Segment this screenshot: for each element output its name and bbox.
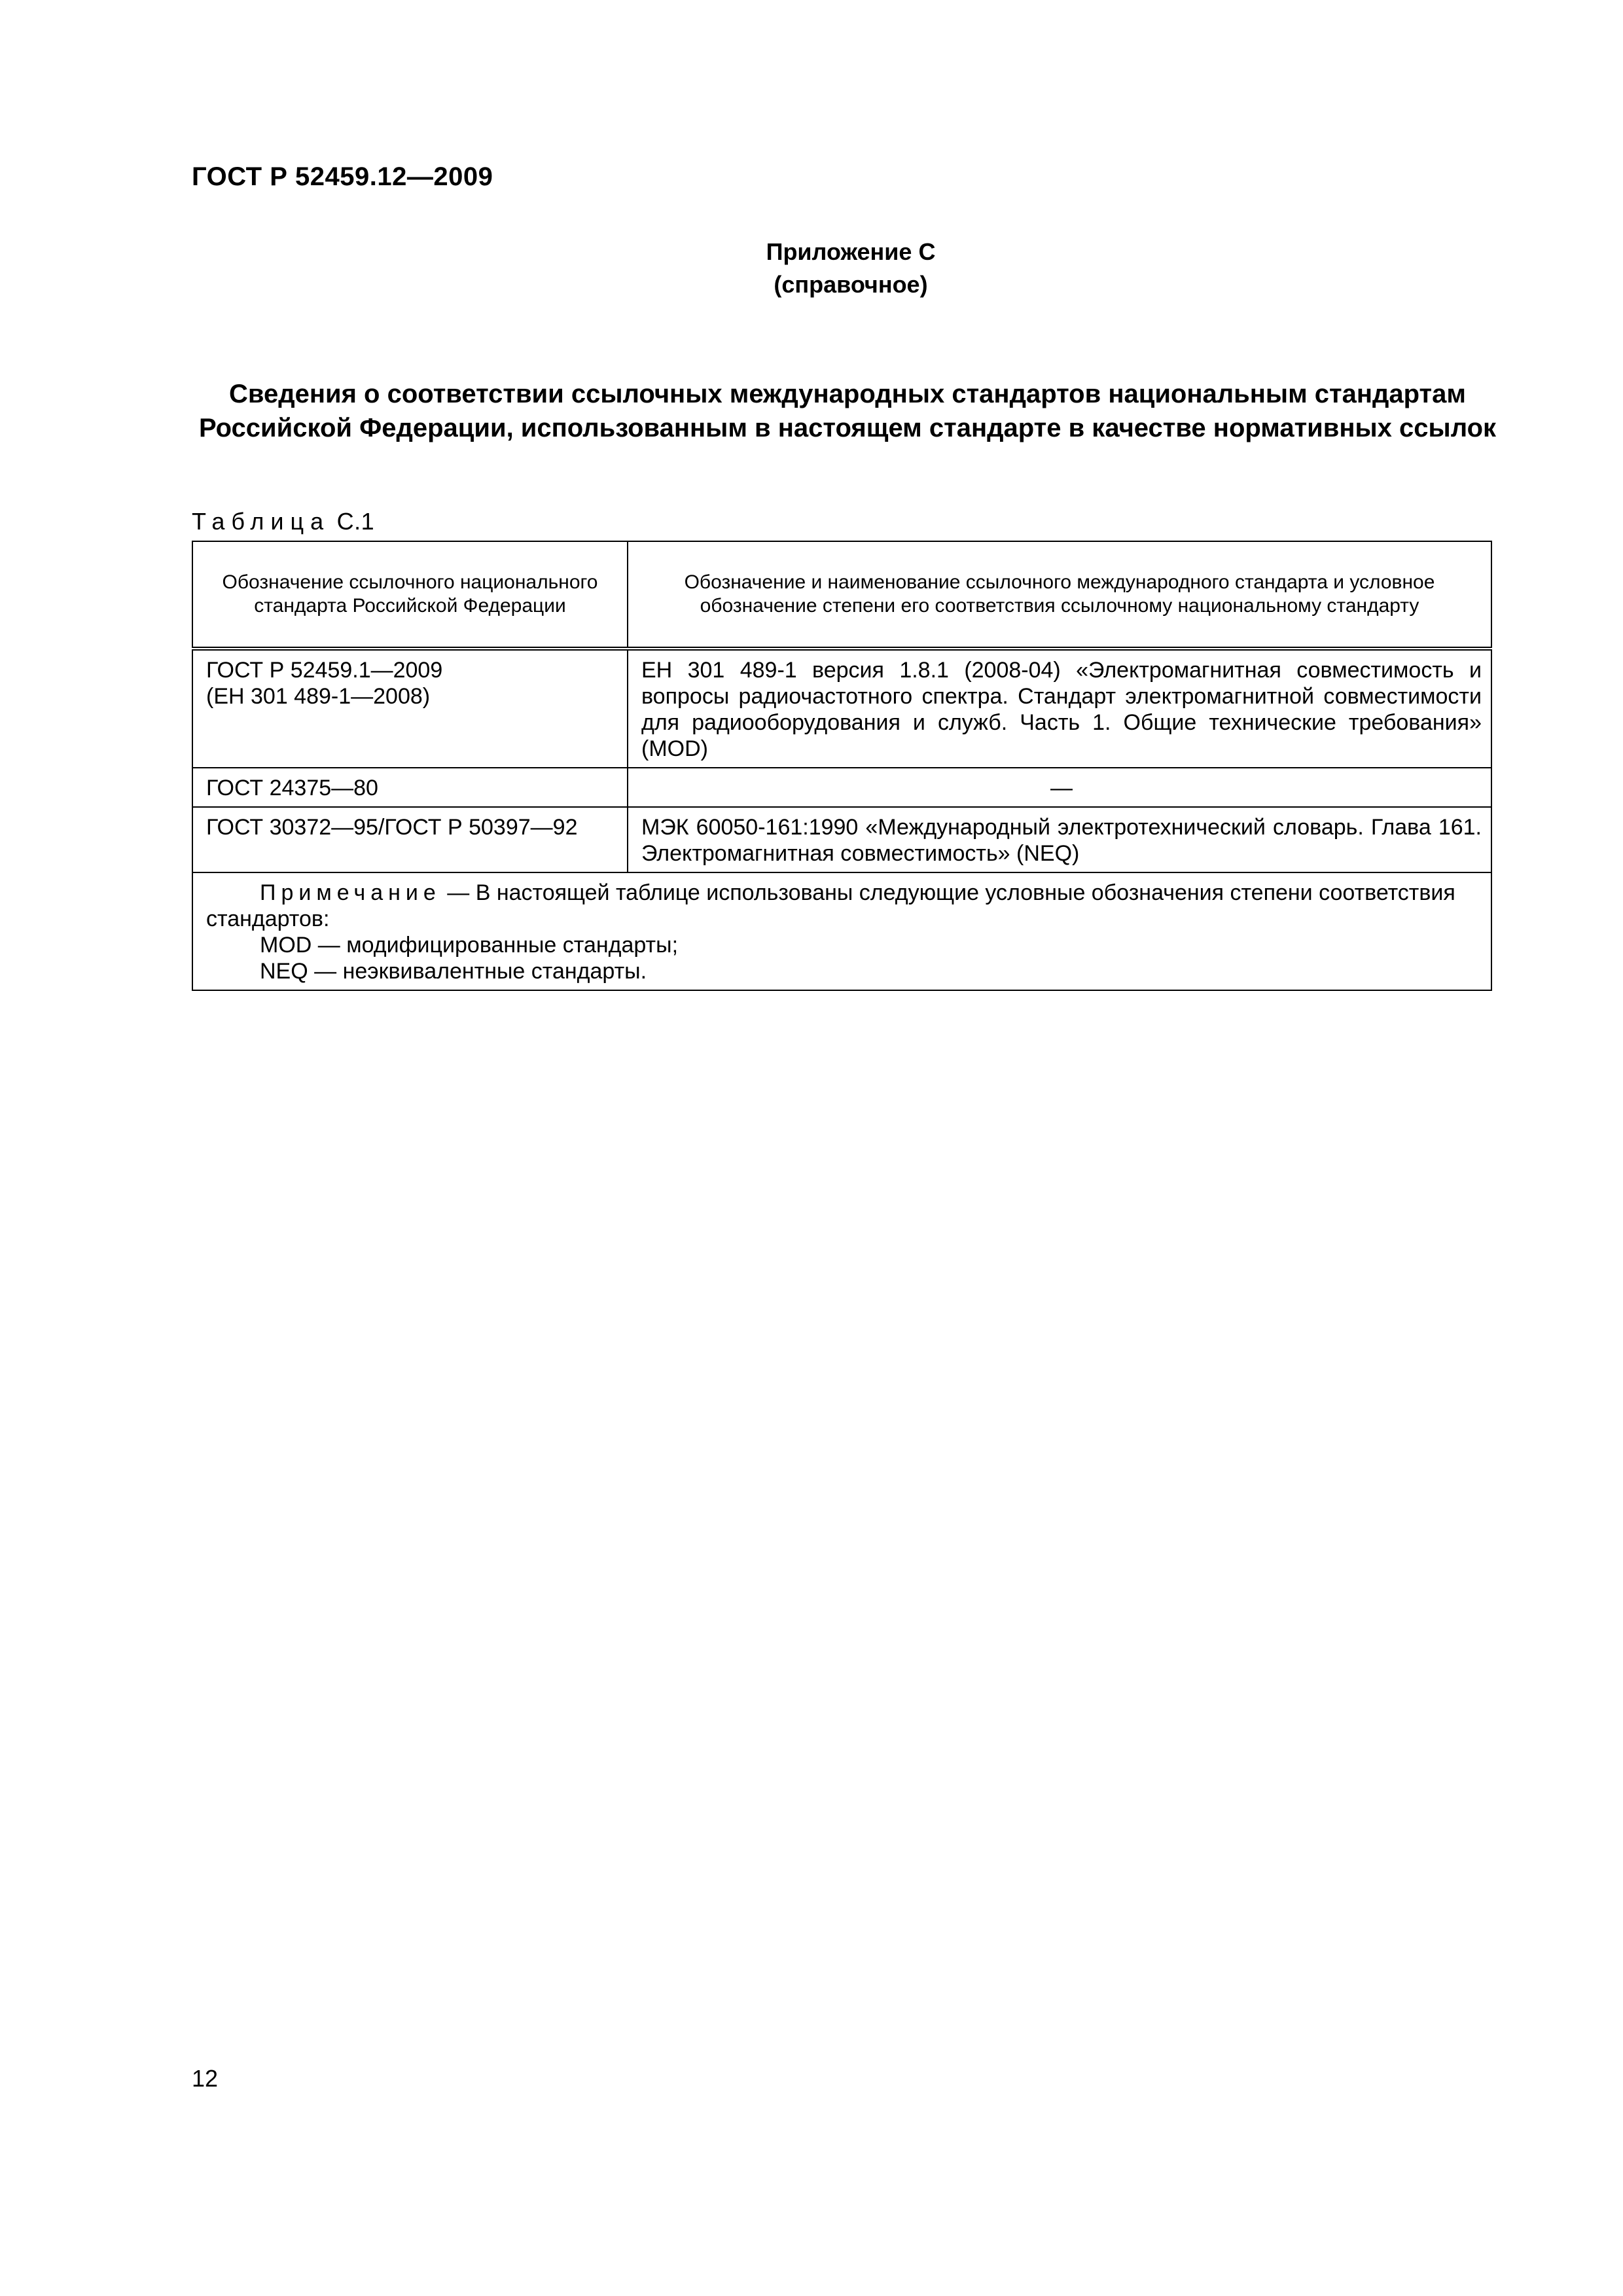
cell-national-standard xyxy=(192,649,628,768)
cell-international-standard: ЕН 301 489-1 версия 1.8.1 (2008-04) «Электромагнитная совместимость и вопросы радиочастотного спектра. Стандарт электромагнитной совместимости для радиооборудования и служб. Часть 1. Общие технические требования» (MOD) xyxy=(628,649,1491,768)
note-body: — В настоящей таблице использованы следующие условные обозначения степени соответствия стандартов: xyxy=(206,880,1455,931)
table-caption xyxy=(192,508,374,535)
reference-table xyxy=(192,541,1492,991)
document-code: ГОСТ Р 52459.12—2009 xyxy=(192,162,493,191)
table-note-row xyxy=(192,872,1491,990)
table-row xyxy=(192,807,1491,872)
table-row xyxy=(192,649,1491,768)
table-note xyxy=(192,872,1491,990)
cell-national-standard: ГОСТ 30372—95/ГОСТ Р 50397—92 xyxy=(192,807,628,872)
cell-international-standard: МЭК 60050-161:1990 «Международный электротехнический словарь. Глава 161. Электромагнитная совместимость» (NEQ) xyxy=(628,807,1491,872)
header-national-standard: Обозначение ссылочного национального стандарта Российской Федерации xyxy=(192,541,628,649)
page-number: 12 xyxy=(192,2065,219,2092)
table-caption-word: Таблица xyxy=(192,508,330,535)
cell-international-standard: — xyxy=(628,768,1491,807)
annex-kind: (справочное) xyxy=(774,271,928,298)
national-designation: ГОСТ Р 52459.1—2009 xyxy=(206,658,443,683)
annex-heading xyxy=(674,236,1027,301)
table-header-row xyxy=(192,541,1491,649)
note-text xyxy=(206,880,1482,932)
note-item-neq: NEQ — неэквивалентные стандарты. xyxy=(260,959,647,984)
national-equivalent: (ЕН 301 489-1—2008) xyxy=(206,684,431,709)
annex-title: Приложение С xyxy=(766,238,936,265)
note-label: Примечание xyxy=(260,880,441,905)
table-caption-number: С.1 xyxy=(336,508,375,535)
cell-national-standard: ГОСТ 24375—80 xyxy=(192,768,628,807)
section-title: Сведения о соответствии ссылочных международных стандартов национальным стандартам Российской Федерации, использованным в настоящем стандарте в качестве нормативных ссылок xyxy=(198,380,1497,442)
note-item-mod: MOD — модифицированные стандарты; xyxy=(260,933,679,958)
header-international-standard: Обозначение и наименование ссылочного международного стандарта и условное обозначение степени его соответствия ссылочному национальному стандарту xyxy=(628,541,1491,649)
table-row xyxy=(192,768,1491,807)
